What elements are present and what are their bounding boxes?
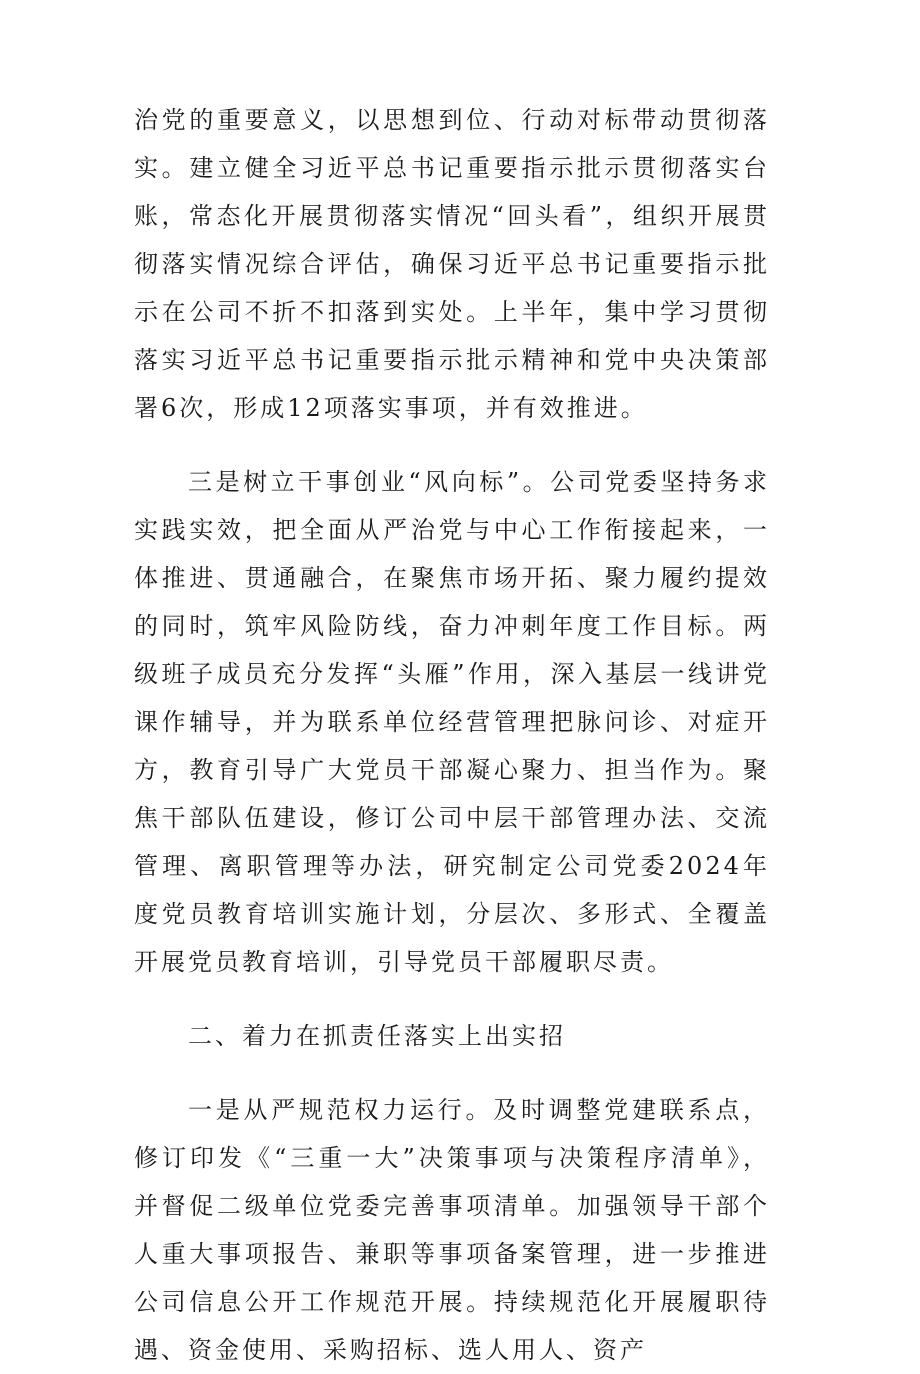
- paragraph-point-one: 一是从严规范权力运行。及时调整党建联系点，修订印发《“三重一大”决策事项与决策程序清单》，并督促二级单位党委完善事项清单。加强领导干部个人重大事项报告、兼职等事项备案管理，进一步推进公司信息公开工作规范开展。持续规范化开展履职待遇、资金使用、采购招标、选人用人、资产: [134, 1096, 770, 1364]
- paragraph-continuation: 治党的重要意义，以思想到位、行动对标带动贯彻落实。建立健全习近平总书记重要指示批示贯彻落实台账，常态化开展贯彻落实情况“回头看”，组织开展贯彻落实情况综合评估，确保习近平总书记重要指示批示在公司不折不扣落到实处。上半年，集中学习贯彻落实习近平总书记重要指示批示精神和党中央决策部署6次，形成12项落实事项，并有效推进。: [134, 106, 770, 422]
- paragraph-point-three: 三是树立干事创业“风向标”。公司党委坚持务求实践实效，把全面从严治党与中心工作衔接起来，一体推进、贯通融合，在聚焦市场开拓、聚力履约提效的同时，筑牢风险防线，奋力冲刺年度工作目标。两级班子成员充分发挥“头雁”作用，深入基层一线讲党课作辅导，并为联系单位经营管理把脉问诊、对症开方，教育引导广大党员干部凝心聚力、担当作为。聚焦干部队伍建设，修订公司中层干部管理办法、交流管理、离职管理等办法，研究制定公司党委2024年度党员教育培训实施计划，分层次、多形式、全覆盖开展党员教育培训，引导党员干部履职尽责。: [134, 468, 770, 976]
- section-heading-two: 二、着力在抓责任落实上出实招: [188, 1022, 566, 1050]
